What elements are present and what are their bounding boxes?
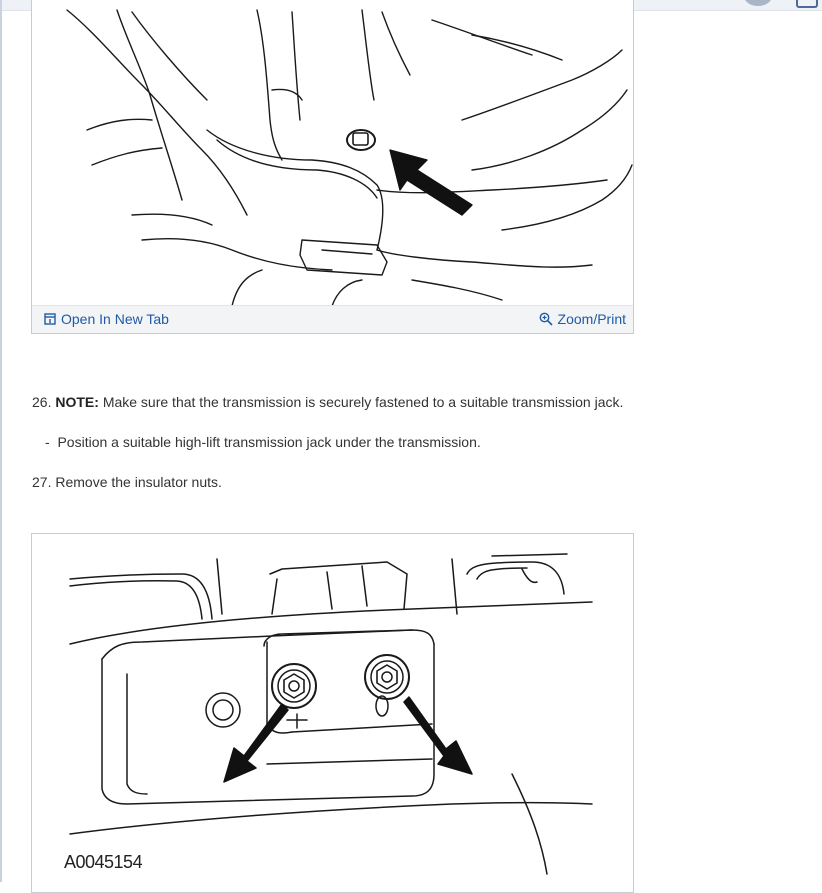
- zoom-icon: [539, 312, 553, 326]
- figure-top-toolbar: [32, 305, 633, 333]
- step-27: [32, 474, 222, 490]
- figure-top: [31, 0, 634, 334]
- left-edge-divider: [0, 0, 2, 882]
- account-avatar[interactable]: [744, 0, 772, 6]
- figure-code: A0045154: [64, 852, 143, 872]
- open-new-tab-icon: [44, 313, 56, 325]
- step-26-number: 26.: [32, 394, 52, 410]
- open-new-tab-label: Open In New Tab: [61, 311, 169, 327]
- step-27-number: 27.: [32, 474, 52, 490]
- step-26: [32, 394, 623, 410]
- substep-bullet: -: [45, 434, 50, 450]
- figure-bottom-drawing: [32, 534, 633, 883]
- note-text: Make sure that the transmission is securely fastened to a suitable transmission jack.: [102, 394, 624, 410]
- menu-icon[interactable]: [796, 0, 818, 8]
- open-new-tab-link[interactable]: [44, 311, 169, 327]
- zoom-print-label: Zoom/Print: [557, 311, 626, 327]
- substep-text: Position a suitable high-lift transmission jack under the transmission.: [57, 434, 481, 450]
- figure-bottom: [31, 533, 634, 893]
- step-26-substep: [45, 434, 481, 450]
- step-27-text: Remove the insulator nuts.: [55, 474, 222, 490]
- note-label: NOTE:: [55, 394, 99, 410]
- zoom-print-link[interactable]: [539, 311, 626, 327]
- figure-top-drawing: [32, 0, 633, 306]
